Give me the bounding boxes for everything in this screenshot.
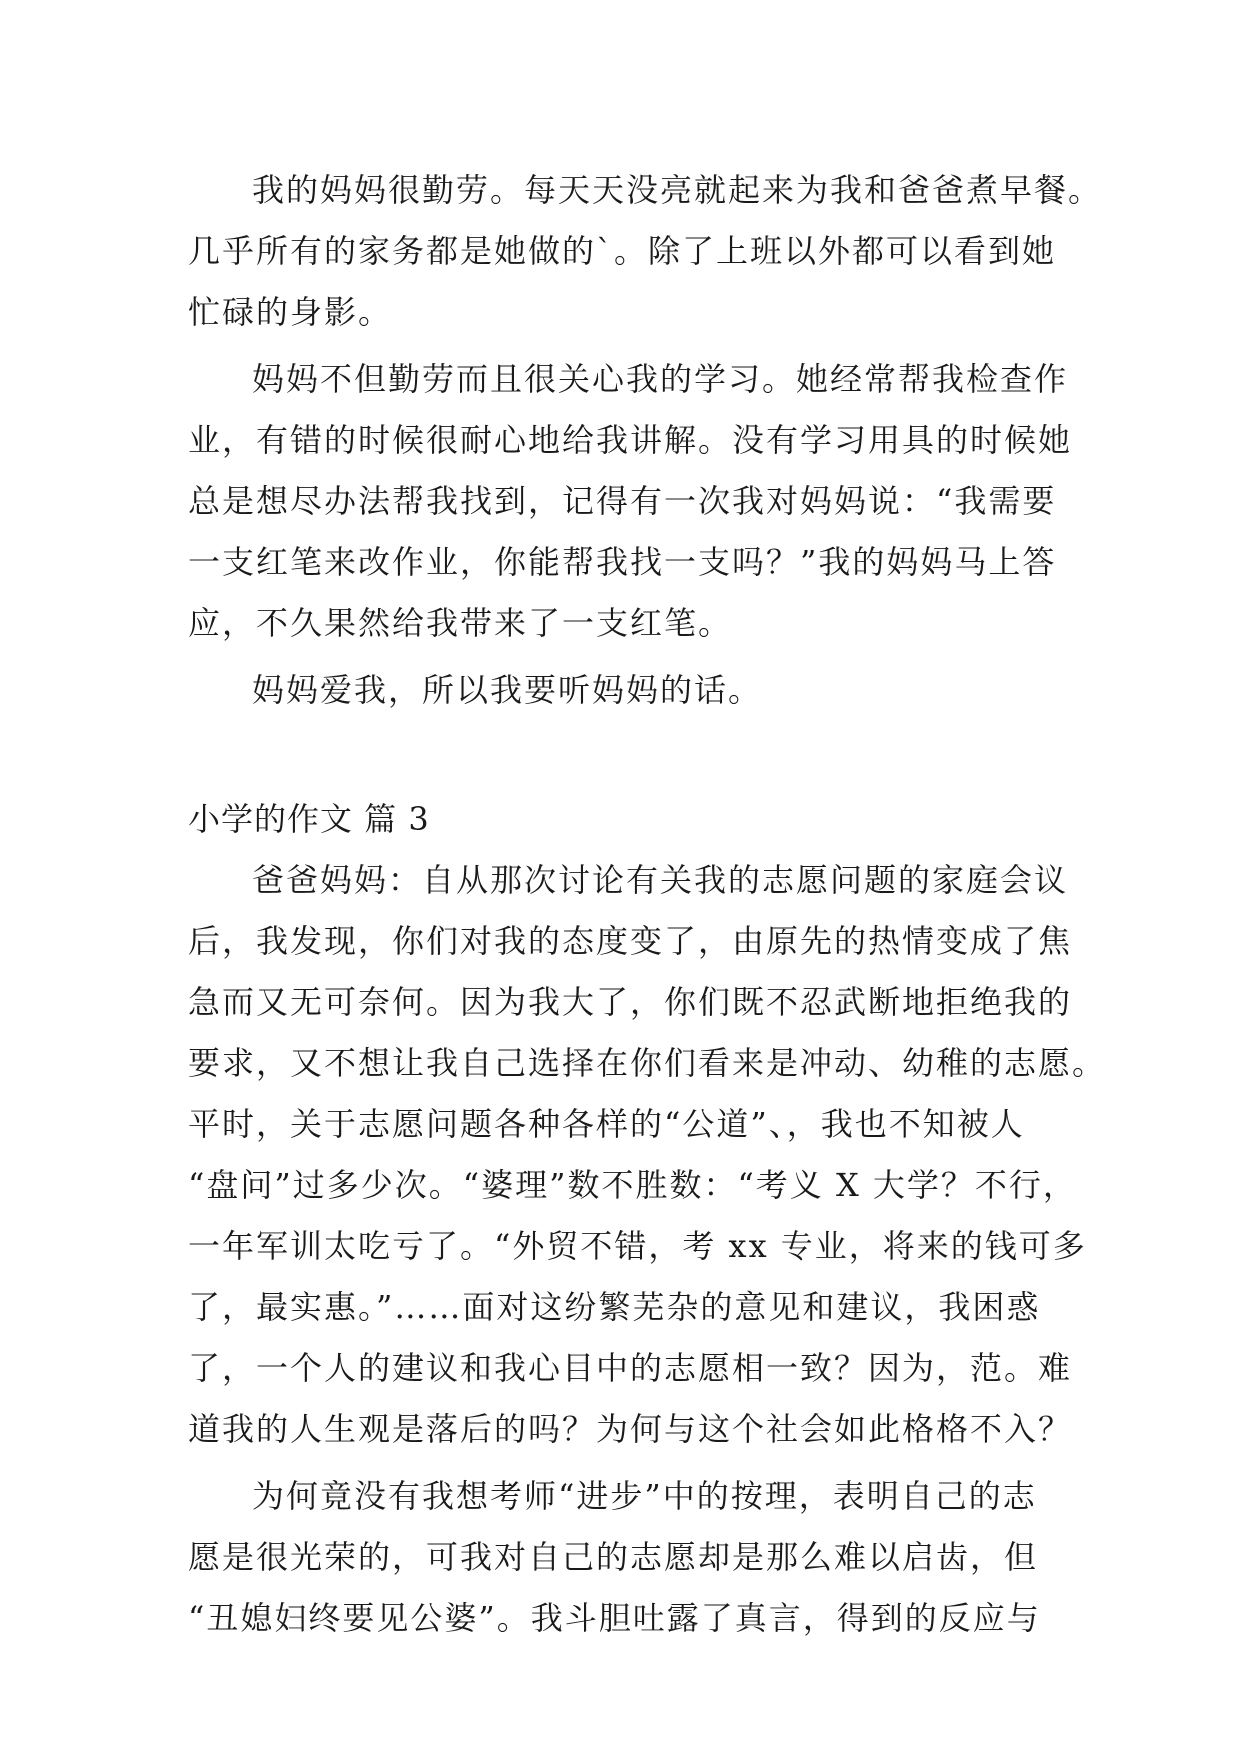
paragraph-line: 为何竟没有我想考师“进步”中的按理，表明自己的志 [252,1477,1037,1515]
paragraph-line: 平时，关于志愿问题各种各样的“公道”、，我也不知被人 [188,1105,1025,1143]
paragraph-line: 一支红笔来改作业，你能帮我找一支吗？”我的妈妈马上答 [188,543,1057,581]
section-paragraph-2 [188,1466,1068,1649]
paragraph-3 [188,660,1068,721]
paragraph-line: 要求，又不想让我自己选择在你们看来是冲动、幼稚的志愿。 [188,1044,1107,1082]
paragraph-line: 总是想尽办法帮我找到，记得有一次我对妈妈说：“我需要 [188,482,1057,520]
paragraph-line: 我的妈妈很勤劳。每天天没亮就起来为我和爸爸煮早餐。 [252,171,1103,209]
paragraph-line: 了，最实惠。”……面对这纷繁芜杂的意见和建议，我困惑 [188,1288,1041,1326]
paragraph-line: 道我的人生观是落后的吗？为何与这个社会如此格格不入？ [188,1410,1073,1448]
paragraph-2 [188,349,1073,654]
paragraph-line: 愿是很光荣的，可我对自己的志愿却是那么难以启齿，但 [188,1538,1039,1576]
paragraph-line: 一年军训太吃亏了。“外贸不错，考 xx 专业，将来的钱可多 [188,1227,1087,1265]
paragraph-line: 了，一个人的建议和我心目中的志愿相一致？因为，范。难 [188,1349,1073,1387]
paragraph-line: 忙碌的身影。 [188,293,393,331]
paragraph-line: 应，不久果然给我带来了一支红笔。 [188,604,733,642]
paragraph-line: 爸爸妈妈：自从那次讨论有关我的志愿问题的家庭会议 [252,861,1069,899]
paragraph-line: 后，我发现，你们对我的态度变了，由原先的热情变成了焦 [188,922,1073,960]
paragraph-line: “盘问”过多少次。“婆理”数不胜数：“考义 X 大学？不行， [188,1166,1077,1204]
paragraph-line: 几乎所有的家务都是她做的`。除了上班以外都可以看到她 [188,232,1057,270]
paragraph-line: 急而又无可奈何。因为我大了，你们既不忍武断地拒绝我的 [188,983,1073,1021]
paragraph-1 [188,160,1103,343]
document-body [188,160,1107,1649]
section-paragraph-1 [188,850,1107,1460]
paragraph-line: 妈妈爱我，所以我要听妈妈的话。 [252,671,763,709]
section-heading: 小学的作文 篇 3 [188,800,430,838]
paragraph-line: 妈妈不但勤劳而且很关心我的学习。她经常帮我检查作 [252,360,1069,398]
paragraph-line: “丑媳妇终要见公婆”。我斗胆吐露了真言，得到的反应与 [188,1599,1041,1637]
paragraph-line: 业，有错的时候很耐心地给我讲解。没有学习用具的时候她 [188,421,1073,459]
